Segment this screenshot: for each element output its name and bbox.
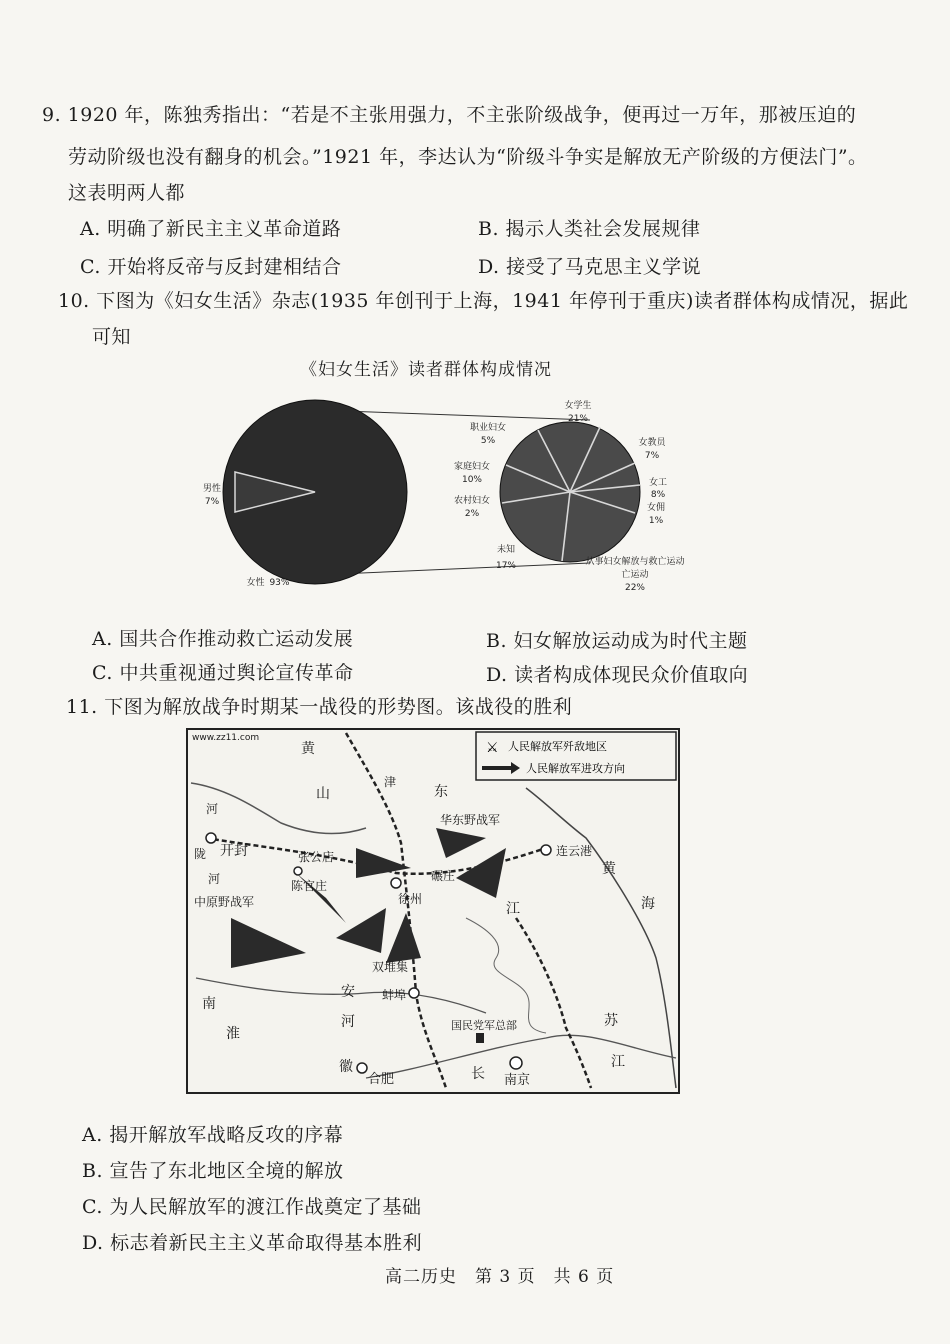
label-jiang2: 江 [611,1054,625,1070]
label-huadong-army: 华东野战军 [440,813,501,827]
q9-stem-line3: 这表明两人都 [68,182,186,204]
pie-chart [190,385,710,600]
label-jiang1: 江 [506,901,520,917]
label-worker-value: 8% [650,490,666,500]
label-female-name-text: 女性 [246,578,265,588]
label-professional-value: 5% [480,436,496,446]
label-he-left2: 河 [208,872,221,886]
q10-stem-line2: 可知 [92,326,132,348]
label-student-value: 21% [567,414,589,424]
label-huang-right: 黄 [602,861,616,877]
label-activist-value: 22% [624,583,646,593]
label-activist-value-prefix: 亡运动 [621,570,649,580]
label-student-name: 女学生 [564,401,592,411]
label-dong: 东 [434,784,448,800]
chart-title: 《妇女生活》读者群体构成情况 [300,360,552,380]
q9-stem-line2: 劳动阶级也没有翻身的机会。”1921 年，李达认为“阶级斗争实是解放无产阶级的方便法门”。 [68,146,868,168]
city-bengbu-marker [409,988,419,998]
label-hui: 徽 [339,1059,353,1075]
q10-option-b: B. 妇女解放运动成为时代主题 [486,630,748,652]
city-xuzhou-marker [391,878,401,888]
city-lianyungang-marker [541,845,551,855]
label-shan: 山 [316,786,330,802]
label-unknown-value: 17% [495,561,517,571]
legend-battle-label: 人民解放军歼敌地区 [508,740,607,753]
label-su: 苏 [604,1013,618,1029]
q10-stem-line1: 10. 下图为《妇女生活》杂志(1935 年创刊于上海，1941 年停刊于重庆)读者群体构成情况，据此 [58,290,909,312]
q11-option-d: D. 标志着新民主主义革命取得基本胜利 [82,1232,423,1254]
q11-option-b: B. 宣告了东北地区全境的解放 [82,1160,344,1182]
label-lianyungang: 连云港 [556,844,593,858]
label-an: 安 [341,984,355,1000]
q9-option-a: A. 明确了新民主主义革命道路 [80,218,342,240]
label-zhongyuan-army: 中原野战军 [194,895,255,909]
city-kaifeng-marker [206,833,216,843]
label-female-name [247,576,290,588]
q11-option-c: C. 为人民解放军的渡江作战奠定了基础 [82,1196,422,1218]
q11-option-a: A. 揭开解放军战略反攻的序幕 [82,1124,344,1146]
label-nanjing: 南京 [504,1073,531,1088]
page-footer: 高二历史 第 3 页 共 6 页 [385,1267,615,1287]
label-housewife-value: 10% [461,475,483,485]
label-unknown-name: 未知 [496,545,516,555]
battle-map-svg [186,728,680,1094]
label-male-name: 男性 [202,484,222,494]
label-long: 陇 [194,847,207,861]
label-he2: 河 [341,1014,355,1030]
label-chang: 长 [471,1066,485,1082]
label-shuangduiji: 双堆集 [372,960,409,974]
label-rural-value: 2% [464,509,480,519]
q10-option-d: D. 读者构成体现民众价值取向 [486,664,749,686]
legend-attack-label: 人民解放军进攻方向 [526,762,625,775]
legend-battle-icon: ⚔ [486,740,499,756]
q9-option-d: D. 接受了马克思主义学说 [478,256,702,278]
label-huai: 淮 [226,1026,240,1042]
label-nianzhuang: 碾庄 [431,869,456,883]
label-jin: 津 [384,775,397,789]
label-he-left: 河 [206,802,219,816]
q10-option-c: C. 中共重视通过舆论宣传革命 [92,662,354,684]
q10-option-a: A. 国共合作推动救亡运动发展 [92,628,354,650]
city-hefei-marker [357,1063,367,1073]
label-bengbu: 蚌埠 [382,988,407,1002]
label-professional-name: 职业妇女 [469,423,507,433]
label-activist-name: 从事妇女解放与救亡运动 [585,557,685,567]
watermark: www.zz11.com [192,733,260,743]
label-chenguanzhuang: 陈官庄 [291,879,328,893]
label-male-value: 7% [204,497,220,507]
label-maid-value: 1% [648,516,664,526]
city-nanjing-marker [510,1057,522,1069]
label-hai: 海 [641,896,655,912]
label-xuzhou: 徐州 [398,892,423,906]
battle-map [186,728,680,1094]
label-kaifeng: 开封 [220,843,248,859]
label-female-value: 93% [269,578,290,588]
q11-stem: 11. 下图为解放战争时期某一战役的形势图。该战役的胜利 [66,696,573,718]
label-hefei: 合肥 [368,1072,395,1087]
label-zhanggongdian: 张公店 [298,850,335,864]
label-huang-top: 黄 [301,741,315,757]
map-frame [187,729,679,1093]
kmt-hq-flag-icon [476,1033,484,1043]
q9-option-b: B. 揭示人类社会发展规律 [478,218,701,240]
label-rural-name: 农村妇女 [453,496,491,506]
label-kmt-hq: 国民党军总部 [451,1019,517,1032]
label-teacher-name: 女教员 [638,438,666,448]
q9-stem-line1: 9. 1920 年，陈独秀指出：“若是不主张用强力，不主张阶级战争，便再过一万年，那被压迫的 [42,104,857,126]
q9-option-c: C. 开始将反帝与反封建相结合 [80,256,342,278]
label-housewife-name: 家庭妇女 [453,462,491,472]
label-nan: 南 [202,996,216,1012]
label-teacher-value: 7% [644,451,660,461]
label-maid-name: 女佣 [646,503,666,513]
label-worker-name: 女工 [648,478,668,488]
city-zhanggongdian-marker [294,867,302,875]
